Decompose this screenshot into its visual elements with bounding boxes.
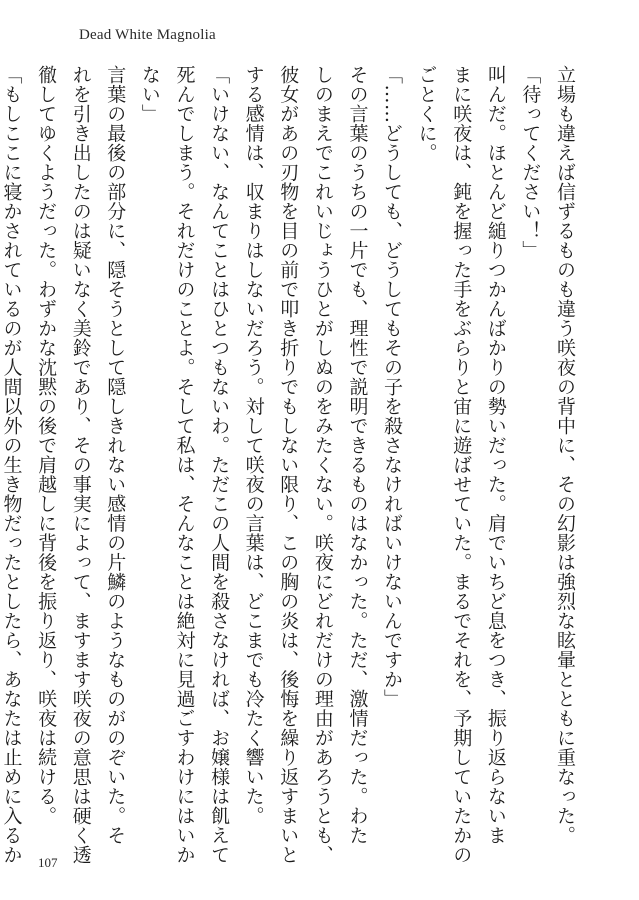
text-line-12: 死んでしまう。それだけのことよ。そして私は、そんなことは絶対に見過ごすわけにはいか [173, 65, 196, 865]
text-line-16: 徹してゆくようだった。わずかな沈黙の後で肩越しに背後を振り返り、咲夜は続ける。 [35, 65, 58, 826]
text-line-3: 叫んだ。ほとんど縋りつかんばかりの勢いだった。肩でいちど息をつき、振り返らないま [484, 65, 507, 845]
text-line-8: しのまえでこれいじょうひとがしぬのをみたくない。咲夜にどれだけの理由があろうとも、 [311, 65, 334, 865]
text-line-7: その言葉のうちの一片でも、理性で説明できるものはなかった。ただ、激情だった。わた [346, 65, 369, 845]
text-line-13: ない」 [138, 65, 161, 124]
text-line-5: ごとくに。 [415, 65, 438, 163]
text-line-2: 「待ってください！」 [519, 65, 542, 260]
text-line-14: 言葉の最後の部分に、隠そうとして隠しきれない感情の片鱗のようなものがのぞいた。そ [104, 65, 127, 845]
text-line-6: 「……どうしても、どうしてもその子を殺さなければいけないんですか」 [381, 65, 404, 709]
running-header-title: Dead White Magnolia [79, 27, 216, 43]
text-line-9: 彼女があの刃物を目の前で叩き折りでもしない限り、この胸の炎は、後悔を繰り返すまいと [277, 65, 300, 865]
text-line-15: れを引き出したのは疑いなく美鈴であり、その事実によって、ますます咲夜の意思は硬く透 [69, 65, 92, 865]
text-line-10: する感情は、収まりはしないだろう。対して咲夜の言葉は、どこまでも冷たく響いた。 [242, 65, 265, 826]
text-line-11: 「いけない、なんてことはひとつもないわ。ただこの人間を殺さなければ、お嬢様は飢えて [208, 65, 231, 865]
text-line-4: まに咲夜は、鈍を握った手をぶらりと宙に遊ばせていた。まるでそれを、予期していたかの [450, 65, 473, 865]
text-line-1: 立場も違えば信ずるものも違う咲夜の背中に、その幻影は強烈な眩暈とともに重なった。 [554, 65, 576, 845]
page-number: 107 [38, 855, 58, 870]
text-line-17: 「もしここに寝かされているのが人間以外の生き物だったとしたら、あなたは止めに入るか [0, 65, 23, 865]
